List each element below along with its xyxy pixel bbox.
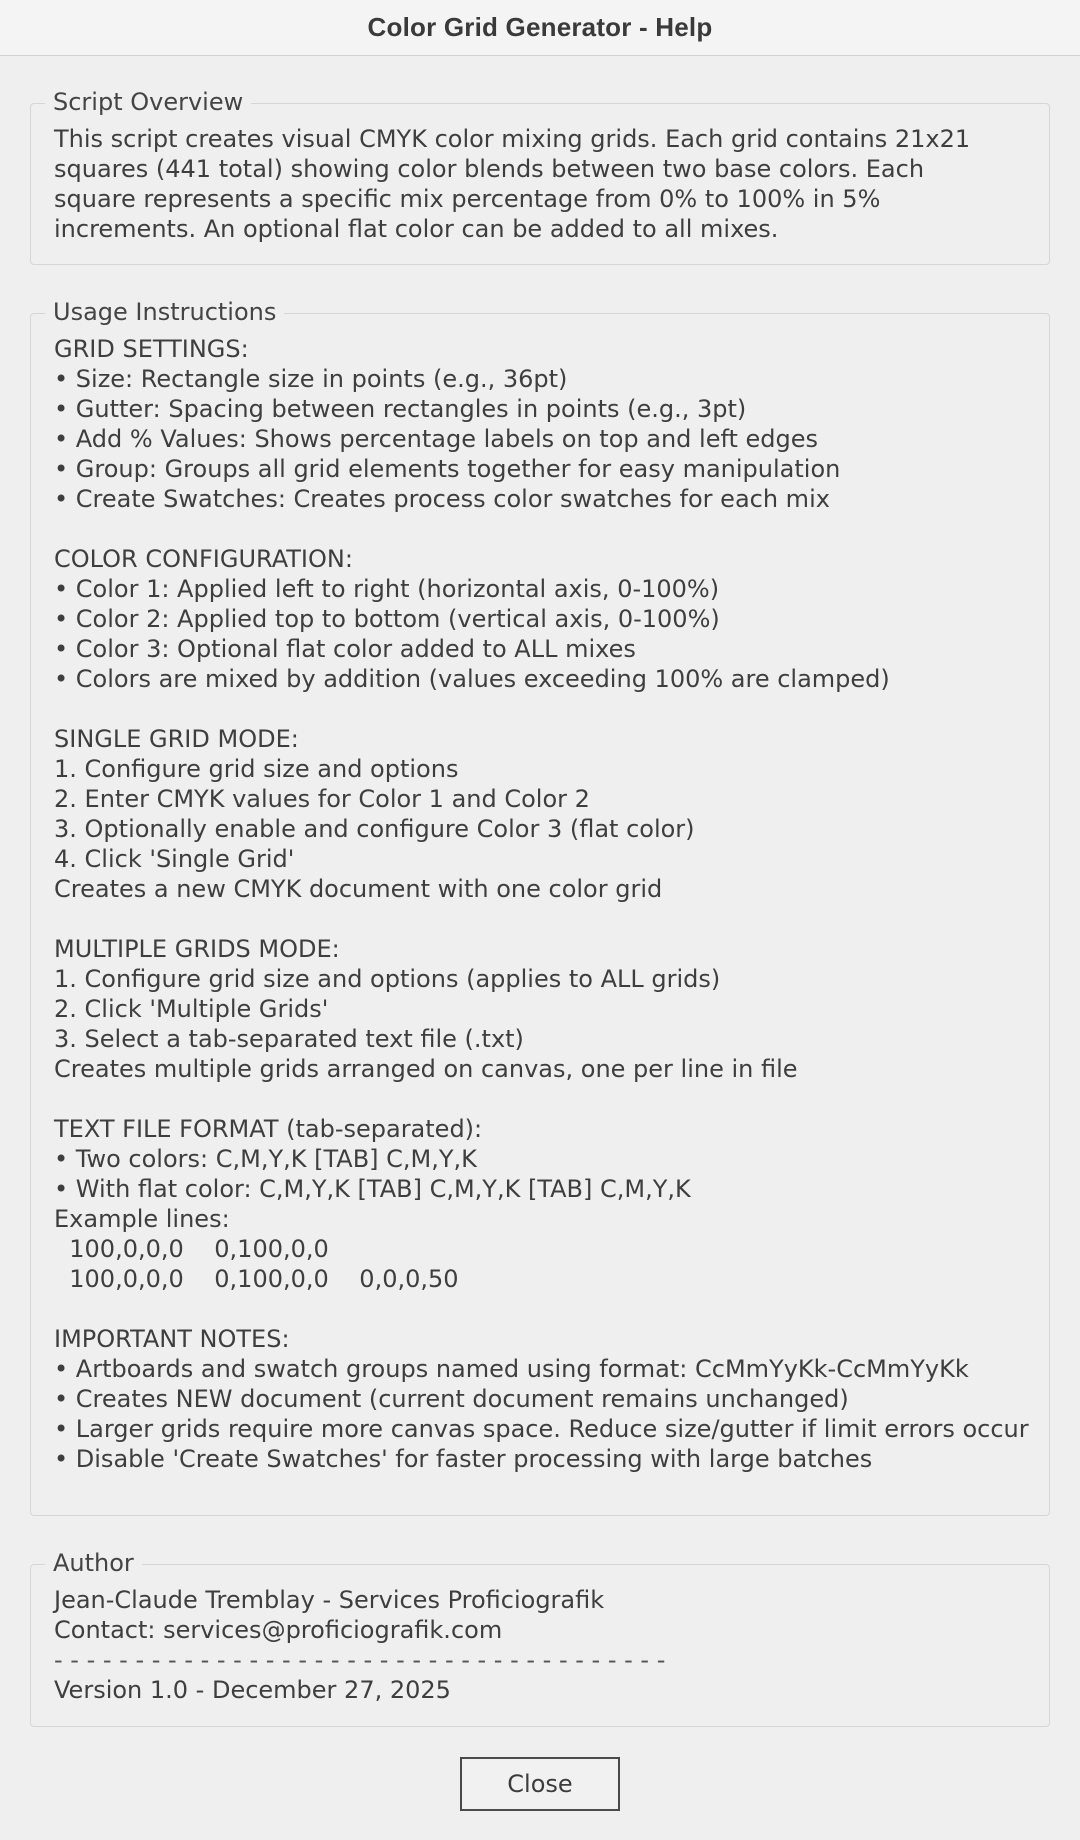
usage-instruction-line: MULTIPLE GRIDS MODE: [54,935,340,963]
window-title: Color Grid Generator - Help [367,12,713,42]
usage-instruction-line: • Gutter: Spacing between rectangles in points (e.g., 3pt) [54,395,747,423]
usage-instructions-body [31,314,1049,1486]
usage-instruction-line: • Create Swatches: Creates process color swatches for each mix [54,485,830,513]
usage-blank-line [54,514,1026,544]
usage-instructions-legend: Usage Instructions [45,297,284,327]
usage-instruction-line: • With flat color: C,M,Y,K [TAB] C,M,Y,K [TAB] C,M,Y,K [54,1175,691,1203]
usage-instruction-line: 1. Configure grid size and options (applies to ALL grids) [54,965,721,993]
usage-instruction-line: 2. Click 'Multiple Grids' [54,995,329,1023]
usage-instruction-line: Creates multiple grids arranged on canvas, one per line in file [54,1055,798,1083]
usage-instruction-line: 100,0,0,0 0,100,0,0 0,0,0,50 [54,1265,459,1293]
usage-blank-line [54,904,1026,934]
author-panel [30,1549,1050,1727]
usage-blank-line [54,1294,1026,1324]
usage-instruction-line: IMPORTANT NOTES: [54,1325,290,1353]
script-overview-legend: Script Overview [45,87,251,117]
usage-instruction-line: 3. Select a tab-separated text file (.txt) [54,1025,524,1053]
usage-instruction-line: Example lines: [54,1205,230,1233]
usage-instruction-line: • Color 1: Applied left to right (horizontal axis, 0-100%) [54,575,720,603]
usage-instruction-line: GRID SETTINGS: [54,335,249,363]
usage-instruction-line: • Creates NEW document (current document remains unchanged) [54,1385,849,1413]
usage-instruction-line: 3. Optionally enable and configure Color 3 (flat color) [54,815,695,843]
usage-instruction-line: Creates a new CMYK document with one color grid [54,875,663,903]
usage-blank-line [54,694,1026,724]
usage-instruction-line: • Color 3: Optional flat color added to ALL mixes [54,635,636,663]
usage-instruction-line: • Two colors: C,M,Y,K [TAB] C,M,Y,K [54,1145,477,1173]
author-name: Jean-Claude Tremblay - Services Proficiografik [54,1586,605,1614]
usage-instruction-line: SINGLE GRID MODE: [54,725,299,753]
script-overview-body [31,104,1049,256]
usage-instruction-line: • Group: Groups all grid elements together for easy manipulation [54,455,841,483]
usage-instruction-line: 2. Enter CMYK values for Color 1 and Color 2 [54,785,590,813]
usage-blank-line [54,1084,1026,1114]
usage-instruction-line: 4. Click 'Single Grid' [54,845,295,873]
usage-instruction-line: • Size: Rectangle size in points (e.g., 36pt) [54,365,568,393]
usage-instructions-panel [30,298,1050,1516]
usage-instruction-line: • Color 2: Applied top to bottom (vertical axis, 0-100%) [54,605,720,633]
usage-instruction-line: • Artboards and swatch groups named using format: CcMmYyKk-CcMmYyKk [54,1355,969,1383]
usage-instruction-line: TEXT FILE FORMAT (tab-separated): [54,1115,483,1143]
usage-instruction-line: • Larger grids require more canvas space. Reduce size/gutter if limit errors occur [54,1415,1029,1443]
usage-instruction-line: 1. Configure grid size and options [54,755,459,783]
usage-instruction-line: • Add % Values: Shows percentage labels on top and left edges [54,425,819,453]
author-contact: Contact: services@proficiografik.com [54,1616,503,1644]
author-separator: - - - - - - - - - - - - - - - - - - - - - - - - - - - - - - - - - - - - - - [54,1646,666,1674]
script-overview-panel [30,88,1050,265]
title-bar [0,0,1080,56]
usage-instruction-line: • Colors are mixed by addition (values exceeding 100% are clamped) [54,665,890,693]
close-button[interactable]: Close [460,1757,620,1811]
script-overview-text: This script creates visual CMYK color mixing grids. Each grid contains 21x21 squares (441 total) showing color blends between two base colors. Each square represents a specific mix percentage from 0% to 100% in 5% increments. An optional flat color can be added to all mixes. [54,125,971,243]
usage-instruction-line: 100,0,0,0 0,100,0,0 [54,1235,329,1263]
usage-instruction-line: • Disable 'Create Swatches' for faster processing with large batches [54,1445,873,1473]
author-body [31,1565,1049,1717]
version-info: Version 1.0 - December 27, 2025 [54,1676,451,1704]
author-legend: Author [45,1548,142,1578]
usage-instruction-line: COLOR CONFIGURATION: [54,545,353,573]
